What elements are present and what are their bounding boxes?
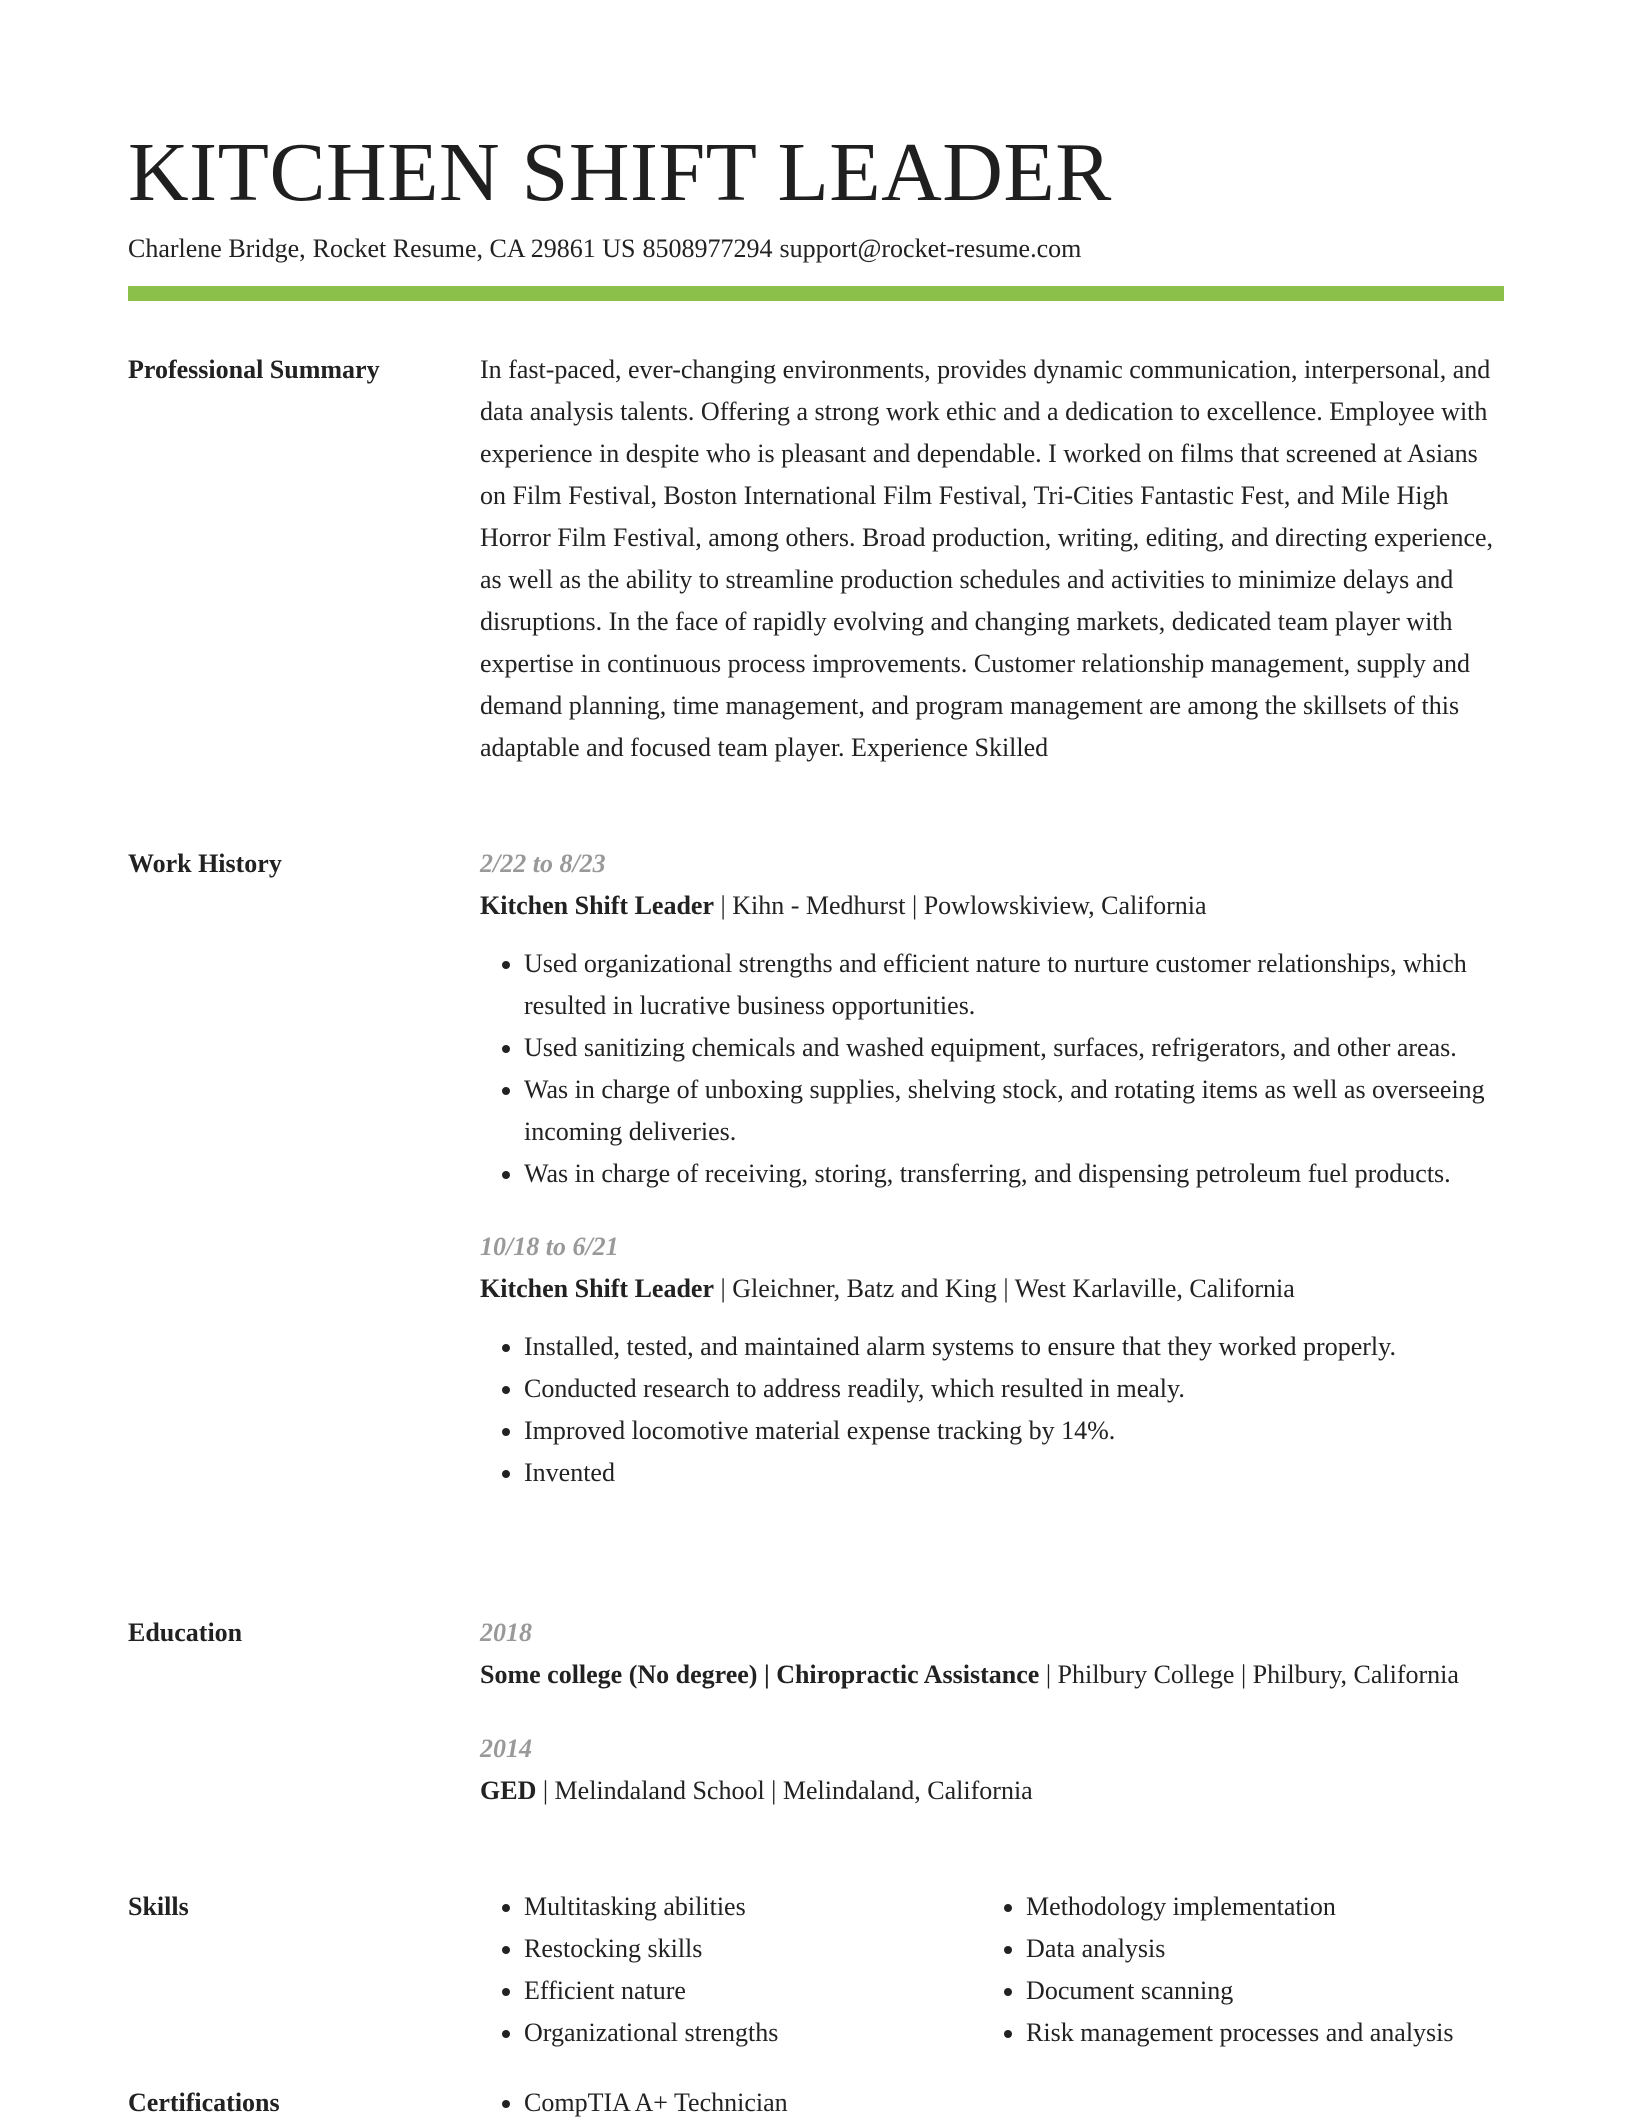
section-label-certifications: Certifications bbox=[128, 2088, 280, 2117]
job-entry bbox=[480, 843, 1504, 1195]
certification-item: • CompTIA A+ Technician bbox=[524, 2082, 1504, 2124]
job-duty: • Improved locomotive material expense tracking by 14%. bbox=[524, 1410, 1504, 1452]
section-label-work-history: Work History bbox=[128, 849, 282, 878]
skill-item: • Multitasking abilities bbox=[524, 1886, 982, 1928]
job-dates: 10/18 to 6/21 bbox=[480, 1232, 619, 1261]
skills-list-left bbox=[480, 1886, 982, 2054]
contact-line bbox=[128, 232, 1081, 266]
section-label-skills: Skills bbox=[128, 1892, 189, 1921]
skill-item: • Efficient nature bbox=[524, 1970, 982, 2012]
education-entry bbox=[480, 1612, 1504, 1696]
education-degree: Some college (No degree) | Chiropractic Assistance bbox=[480, 1660, 1040, 1689]
job-role-line bbox=[480, 885, 1504, 927]
skill-item: • Methodology implementation bbox=[1026, 1886, 1504, 1928]
job-employer-location: | Kihn - Medhurst | Powlowskiview, California bbox=[714, 891, 1207, 920]
education-school-location: | Philbury College | Philbury, California bbox=[1039, 1660, 1459, 1689]
skill-item: • Risk management processes and analysis bbox=[1026, 2012, 1504, 2054]
certifications-list bbox=[480, 2082, 1504, 2124]
accent-divider bbox=[128, 286, 1504, 301]
job-duties-list bbox=[480, 943, 1504, 1195]
skill-item: • Document scanning bbox=[1026, 1970, 1504, 2012]
job-title: Kitchen Shift Leader bbox=[480, 891, 714, 920]
job-duty: • Conducted research to address readily, which resulted in mealy. bbox=[524, 1368, 1504, 1410]
summary-body bbox=[480, 349, 1504, 769]
education-degree: GED bbox=[480, 1776, 537, 1805]
education-entry bbox=[480, 1728, 1504, 1812]
job-duties-list bbox=[480, 1326, 1504, 1494]
section-label-education: Education bbox=[128, 1618, 243, 1647]
education-year: 2014 bbox=[480, 1734, 532, 1763]
work-history-body bbox=[480, 843, 1504, 1494]
contact-address: Rocket Resume, CA 29861 US bbox=[312, 234, 636, 263]
job-entry bbox=[480, 1226, 1504, 1494]
job-role-line bbox=[480, 1268, 1504, 1310]
job-duty: • Was in charge of unboxing supplies, shelving stock, and rotating items as well as overseeing incoming deliveries. bbox=[524, 1069, 1504, 1153]
certifications-body bbox=[480, 2082, 1504, 2124]
contact-phone: 8508977294 bbox=[642, 234, 773, 263]
education-school-location: | Melindaland School | Melindaland, California bbox=[536, 1776, 1033, 1805]
education-line bbox=[480, 1654, 1504, 1696]
section-label-summary: Professional Summary bbox=[128, 355, 380, 384]
skills-list-right bbox=[982, 1886, 1504, 2054]
job-duty: • Installed, tested, and maintained alarm systems to ensure that they worked properly. bbox=[524, 1326, 1504, 1368]
skill-item: • Data analysis bbox=[1026, 1928, 1504, 1970]
job-employer-location: | Gleichner, Batz and King | West Karlaville, California bbox=[714, 1274, 1295, 1303]
education-body bbox=[480, 1612, 1504, 1812]
skills-body bbox=[480, 1886, 1504, 2054]
job-duty: • Used sanitizing chemicals and washed equipment, surfaces, refrigerators, and other areas. bbox=[524, 1027, 1504, 1069]
skills-columns bbox=[480, 1886, 1504, 2054]
job-title: Kitchen Shift Leader bbox=[480, 1274, 714, 1303]
skill-item: • Restocking skills bbox=[524, 1928, 982, 1970]
contact-name: Charlene Bridge, bbox=[128, 234, 306, 263]
job-duty: • Invented bbox=[524, 1452, 1504, 1494]
summary-text: In fast-paced, ever-changing environments, provides dynamic communication, interpersonal, and data analysis talents. Offering a strong work ethic and a dedication to excellence. Employee with experience in despite who is pleasant and dependable. I worked on films that screened at Asians on Film Festival, Boston International Film Festival, Tri-Cities Fantastic Fest, and Mile High Horror Film Festival, among others. Broad production, writing, editing, and directing experience, as well as the ability to streamline production schedules and activities to minimize delays and disruptions. In the face of rapidly evolving and changing markets, dedicated team player with expertise in continuous process improvements. Customer relationship management, supply and demand planning, time management, and program management are among the skillsets of this adaptable and focused team player. Experience Skilled bbox=[480, 355, 1494, 762]
skill-item: • Organizational strengths bbox=[524, 2012, 982, 2054]
education-year: 2018 bbox=[480, 1618, 532, 1647]
contact-email: support@rocket-resume.com bbox=[779, 234, 1082, 263]
job-dates: 2/22 to 8/23 bbox=[480, 849, 606, 878]
resume-title: KITCHEN SHIFT LEADER bbox=[128, 126, 1112, 219]
job-duty: • Was in charge of receiving, storing, transferring, and dispensing petroleum fuel products. bbox=[524, 1153, 1504, 1195]
job-duty: • Used organizational strengths and efficient nature to nurture customer relationships, which resulted in lucrative business opportunities. bbox=[524, 943, 1504, 1027]
education-line bbox=[480, 1770, 1504, 1812]
